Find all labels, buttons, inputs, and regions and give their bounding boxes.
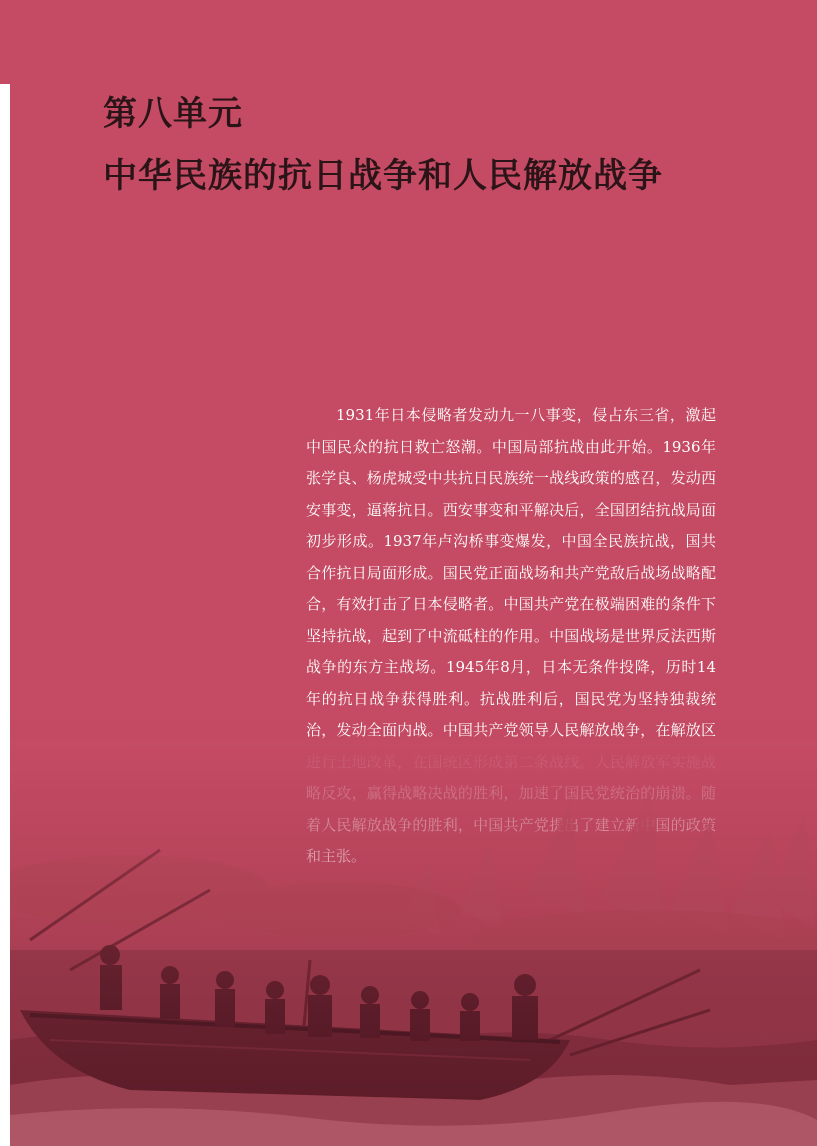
left-edge-strip [0,0,10,84]
unit-introduction-paragraph: 1931年日本侵略者发动九一八事变，侵占东三省，激起中国民众的抗日救亡怒潮。中国局部抗战由此开始。1936年张学良、杨虎城受中共抗日民族统一战线政策的感召，发动西安事变，逼蒋抗日。西安事变和平解决后，全国团结抗战局面初步形成。1937年卢沟桥事变爆发，中国全民族抗战，国共合作抗日局面形成。国民党正面战场和共产党敌后战场战略配合，有效打击了日本侵略者。中国共产党在极端困难的条件下坚持抗战，起到了中流砥柱的作用。中国战场是世界反法西斯战争的东方主战场。1945年8月，日本无条件投降，历时14年的抗日战争获得胜利。抗战胜利后，国民党为坚持独裁统治，发动全面内战。中国共产党领导人民解放战争，在解放区 [306,406,716,739]
unit-subtitle: 中华民族的抗日战争和人民解放战争 [103,156,663,196]
unit-title: 第八单元 [103,94,243,134]
river-crossing-illustration [10,740,817,1146]
